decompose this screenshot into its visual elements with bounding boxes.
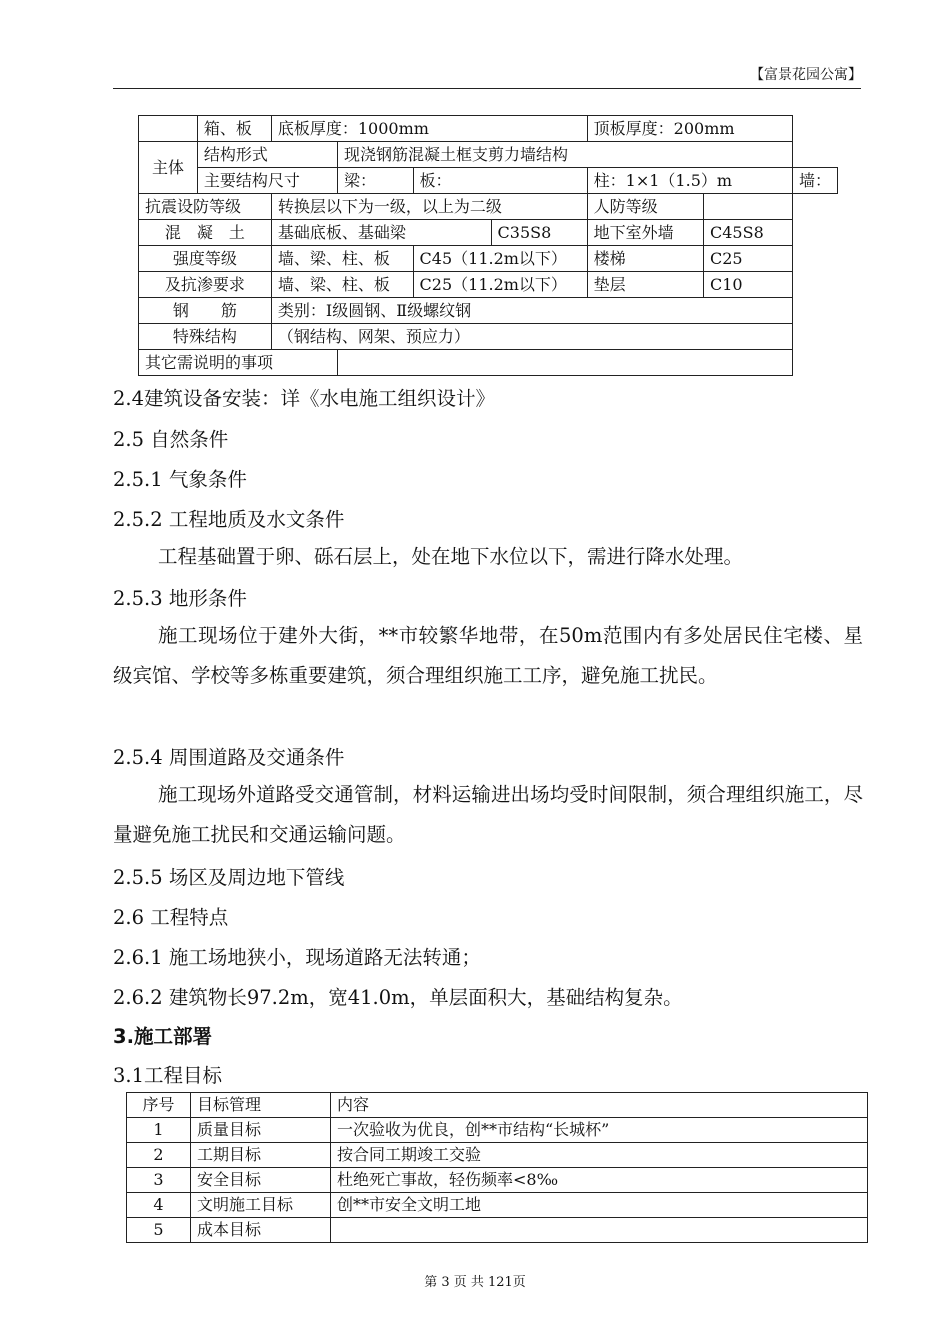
table-cell: 底板厚度：1000mm (271, 116, 587, 142)
header-rule (113, 88, 861, 89)
table-cell: 工期目标 (191, 1143, 331, 1168)
table-cell: 特殊结构 (139, 324, 272, 350)
table-cell: 顶板厚度：200mm (587, 116, 792, 142)
table-row (139, 324, 838, 350)
section-heading: 2.5.5 场区及周边地下管线 (113, 866, 345, 889)
table-cell: 梁： (337, 168, 413, 194)
table-cell: 其它需说明的事项 (139, 350, 338, 376)
table-cell: 箱、板 (197, 116, 271, 142)
table-row (127, 1218, 868, 1243)
table-row (139, 194, 838, 220)
table-row (139, 220, 838, 246)
table-cell: 类别：Ⅰ级圆钢、Ⅱ级螺纹钢 (271, 298, 792, 324)
table-cell: 3 (127, 1168, 191, 1193)
table-cell: 2 (127, 1143, 191, 1168)
table-cell: 1 (127, 1118, 191, 1143)
table-row (139, 298, 838, 324)
table-cell: 成本目标 (191, 1218, 331, 1243)
table-cell (704, 194, 793, 220)
table-row (139, 246, 838, 272)
table-cell: 创**市安全文明工地 (331, 1193, 868, 1218)
table-cell: C10 (704, 272, 793, 298)
table-row (139, 168, 838, 194)
table-cell: 安全目标 (191, 1168, 331, 1193)
table-cell: 墙： (792, 168, 837, 194)
table-header-cell: 目标管理 (191, 1093, 331, 1118)
table-cell: 钢 筋 (139, 298, 272, 324)
table-row (139, 350, 838, 376)
section-heading: 2.5 自然条件 (113, 428, 229, 451)
section-heading: 2.6.2 建筑物长97.2m，宽41.0m，单层面积大，基础结构复杂。 (113, 986, 683, 1009)
page-header: 【富景花园公寓】 (750, 67, 862, 83)
table-row (127, 1168, 868, 1193)
paragraph: 施工现场外道路受交通管制，材料运输进出场均受时间限制，须合理组织施工，尽量避免施工扰民和交通运输问题。 (113, 783, 863, 846)
table-cell: 按合同工期竣工交验 (331, 1143, 868, 1168)
table-cell: 柱：1×1（1.5）m (587, 168, 792, 194)
section-heading: 2.5.1 气象条件 (113, 468, 247, 491)
table-cell (139, 116, 198, 142)
table-cell: 楼梯 (587, 246, 703, 272)
table-cell: C45（11.2m以下） (413, 246, 587, 272)
table-row (139, 142, 838, 168)
table-cell: C35S8 (491, 220, 587, 246)
table-cell: 基础底板、基础梁 (271, 220, 491, 246)
table-cell: 墙、梁、柱、板 (271, 246, 413, 272)
table-cell: 杜绝死亡事故，轻伤频率<8‰ (331, 1168, 868, 1193)
table-cell: 混 凝 土 (139, 220, 272, 246)
table-header-cell: 内容 (331, 1093, 868, 1118)
table-cell: 强度等级 (139, 246, 272, 272)
table-cell: 垫层 (587, 272, 703, 298)
table-cell (331, 1218, 868, 1243)
table-cell: C45S8 (704, 220, 793, 246)
structure-spec-table (138, 115, 838, 376)
table-cell: 人防等级 (587, 194, 703, 220)
table-cell: C25 (704, 246, 793, 272)
table-cell: 5 (127, 1218, 191, 1243)
table-cell: 现浇钢筋混凝土框支剪力墙结构 (337, 142, 792, 168)
table-cell: 主要结构尺寸 (197, 168, 337, 194)
section-heading: 2.6.1 施工场地狭小，现场道路无法转通； (113, 946, 481, 969)
table-row (139, 116, 838, 142)
table-cell: （钢结构、网架、预应力） (271, 324, 792, 350)
table-cell: 4 (127, 1193, 191, 1218)
table-cell: 地下室外墙 (587, 220, 703, 246)
table-row (127, 1118, 868, 1143)
table-cell (337, 350, 792, 376)
table-cell: 及抗渗要求 (139, 272, 272, 298)
table-cell: 主体 (139, 142, 198, 194)
table-row (127, 1193, 868, 1218)
table-cell: 转换层以下为一级，以上为二级 (271, 194, 587, 220)
section-heading: 3.1工程目标 (113, 1064, 223, 1087)
chapter-heading: 3.施工部署 (113, 1025, 212, 1048)
paragraph: 工程基础置于卵、砾石层上，处在地下水位以下，需进行降水处理。 (158, 545, 744, 568)
table-row (139, 272, 838, 298)
table-cell: 质量目标 (191, 1118, 331, 1143)
goals-table (126, 1092, 868, 1243)
table-cell: 抗震设防等级 (139, 194, 272, 220)
paragraph: 施工现场位于建外大街，**市较繁华地带，在50m范围内有多处居民住宅楼、星级宾馆、学校等多栋重要建筑，须合理组织施工工序，避免施工扰民。 (113, 624, 863, 687)
table-row (127, 1143, 868, 1168)
section-heading: 2.5.3 地形条件 (113, 587, 247, 610)
table-cell: C25（11.2m以下） (413, 272, 587, 298)
table-cell: 一次验收为优良，创**市结构“长城杯” (331, 1118, 868, 1143)
section-heading: 2.5.4 周围道路及交通条件 (113, 746, 345, 769)
section-heading: 2.6 工程特点 (113, 906, 229, 929)
page-footer: 第 3 页 共 121页 (424, 1275, 526, 1290)
table-cell: 文明施工目标 (191, 1193, 331, 1218)
table-header-row (127, 1093, 868, 1118)
section-heading: 2.5.2 工程地质及水文条件 (113, 508, 345, 531)
table-cell: 墙、梁、柱、板 (271, 272, 413, 298)
table-cell: 结构形式 (197, 142, 337, 168)
table-cell: 板： (413, 168, 587, 194)
section-heading: 2.4建筑设备安装：详《水电施工组织设计》 (113, 387, 496, 410)
table-header-cell: 序号 (127, 1093, 191, 1118)
